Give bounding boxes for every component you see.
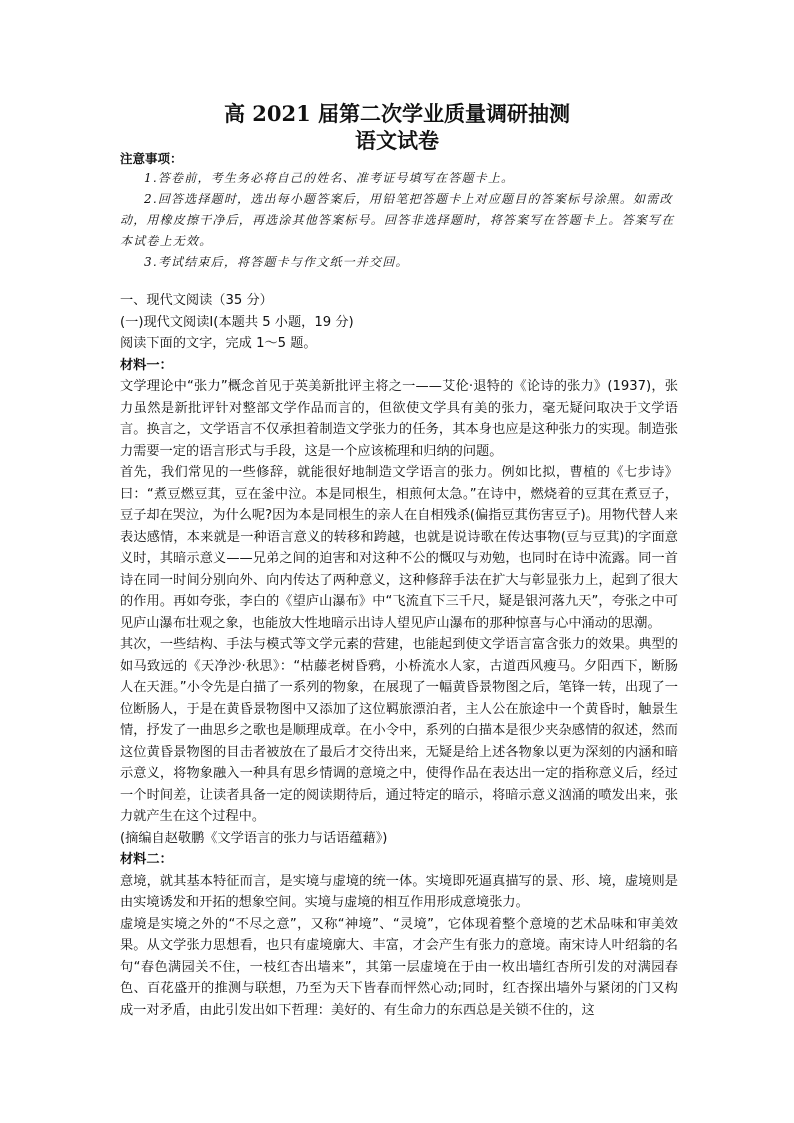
- exam-title: 高 2021 届第二次学业质量调研抽测: [223, 101, 571, 126]
- material2-paragraph: 意境，就其基本特征而言，是实境与虚境的统一体。实境即死逼真描写的景、形、境，虚境则是由实境诱发和开拓的想象空间。实境与虚境的相互作用形成意境张力。: [120, 873, 678, 910]
- notice-list: [120, 168, 676, 273]
- material1-paragraph: 首先，我们常见的一些修辞，就能很好地制造文学语言的张力。例如比拟，曹植的《七步诗》曰：“煮豆燃豆萁，豆在釜中泣。本是同根生，相煎何太急。”在诗中，燃烧着的豆萁在煮豆子，豆子却在哭泣，为什么呢?因为本是同根生的亲人在自相残杀(偏指豆萁伤害豆子)。用物代替人来表达感情，本来就是一种语言意义的转移和跨越，也就是说诗歌在传达事物(豆与豆萁)的字面意义时，其暗示意义——兄弟之间的迫害和对这种不公的慨叹与劝勉，也同时在诗中流露。同一首诗在同一时间分别向外、向内传达了两种意义，这种修辞手法在扩大与彰显张力上，起到了很大的作用。再如夸张，李白的《望庐山瀑布》中“飞流直下三千尺，疑是银河落九天”，夸张之中可见庐山瀑布壮观之象，也能放大性地暗示出诗人望见庐山瀑布的那种惊喜与心中涌动的思潮。: [120, 465, 678, 631]
- material1-label: 材料一：: [120, 357, 173, 373]
- notice-item: 3.考试结束后，将答题卡与作文纸一并交回。: [144, 255, 409, 269]
- material1-paragraph: 其次，一些结构、手法与模式等文学元素的营建，也能起到使文学语言富含张力的效果。典型的如马致远的《天净沙·秋思》：“枯藤老树昏鸦，小桥流水人家，古道西风瘦马。夕阳西下，断肠人在天涯。”小令先是白描了一系列的物象，在展现了一幅黄昏景物图之后，笔锋一转，出现了一位断肠人，于是在黄昏景物图中又添加了这位羁旅漂泊者，主人公在旅途中一个黄昏时，触景生情，抒发了一曲思乡之歌也是顺理成章。在小令中，系列的白描本是很少夹杂感情的叙述，然而这位黄昏景物图的目击者被放在了最后才交待出来，无疑是给上述各物象以更为深刻的内涵和暗示意义，将物象融入一种具有思乡情调的意境之中，使得作品在表达出一定的指称意义后，经过一个时间差，让读者具备一定的阅读期待后，通过特定的暗示，将暗示意义汹涌的喷发出来，张力就产生在这个过程中。: [120, 637, 678, 824]
- material2-label: 材料二：: [120, 852, 173, 867]
- material2-paragraph: 虚境是实境之外的“不尽之意”，又称“神境”、“灵境”，它体现着整个意境的艺术品味和审美效果。从文学张力思想看，也只有虚境廓大、丰富，才会产生有张力的意境。南宋诗人叶绍翁的名句“春色满园关不住，一枝红杏出墙来”，其第一层虚境在于由一枚出墙红杏所引发的对满园春色、百花盛开的推测与联想，乃至为天下皆春而怦然心动;同时，红杏探出墙外与紧闭的门又构成一对矛盾，由此引发出如下哲理：美好的、有生命力的东西总是关锁不住的，这: [120, 916, 678, 1018]
- reading-section: [120, 290, 678, 1021]
- material1-source: (摘编自赵敬鹏《文学语言的张力与话语蕴藉》): [120, 830, 388, 846]
- section-sub-heading: (一)现代文阅读Ⅰ(本题共 5 小题，19 分): [120, 314, 354, 330]
- material1-paragraph: 文学理论中“张力”概念首见于英美新批评主将之一——艾伦·退特的《论诗的张力》(1937)，张力虽然是新批评针对整部文学作品而言的，但欲使文学具有美的张力，毫无疑问取决于文学语言。换言之，文学语言不仅承担着制造文学张力的任务，其本身也应是这种张力的实现。制造张力需要一定的语言形式与手段，这是一个应该梳理和归纳的问题。: [120, 379, 678, 459]
- notice-heading: 注意事项：: [120, 151, 183, 166]
- notice-item: 1.答卷前，考生务必将自己的姓名、准考证号填写在答题卡上。: [144, 171, 515, 185]
- exam-subject: 语文试卷: [355, 128, 439, 153]
- section-part-heading: 一、现代文阅读（35 分）: [120, 293, 273, 308]
- section-instruction: 阅读下面的文字，完成 1～5 题。: [120, 336, 317, 351]
- notice-item: 2.回答选择题时，选出每小题答案后，用铅笔把答题卡上对应题目的答案标号涂黑。如需改动，用橡皮擦干净后，再选涂其他答案标号。回答非选择题时，将答案写在答题卡上。答案写在本试卷上无效。: [120, 192, 675, 248]
